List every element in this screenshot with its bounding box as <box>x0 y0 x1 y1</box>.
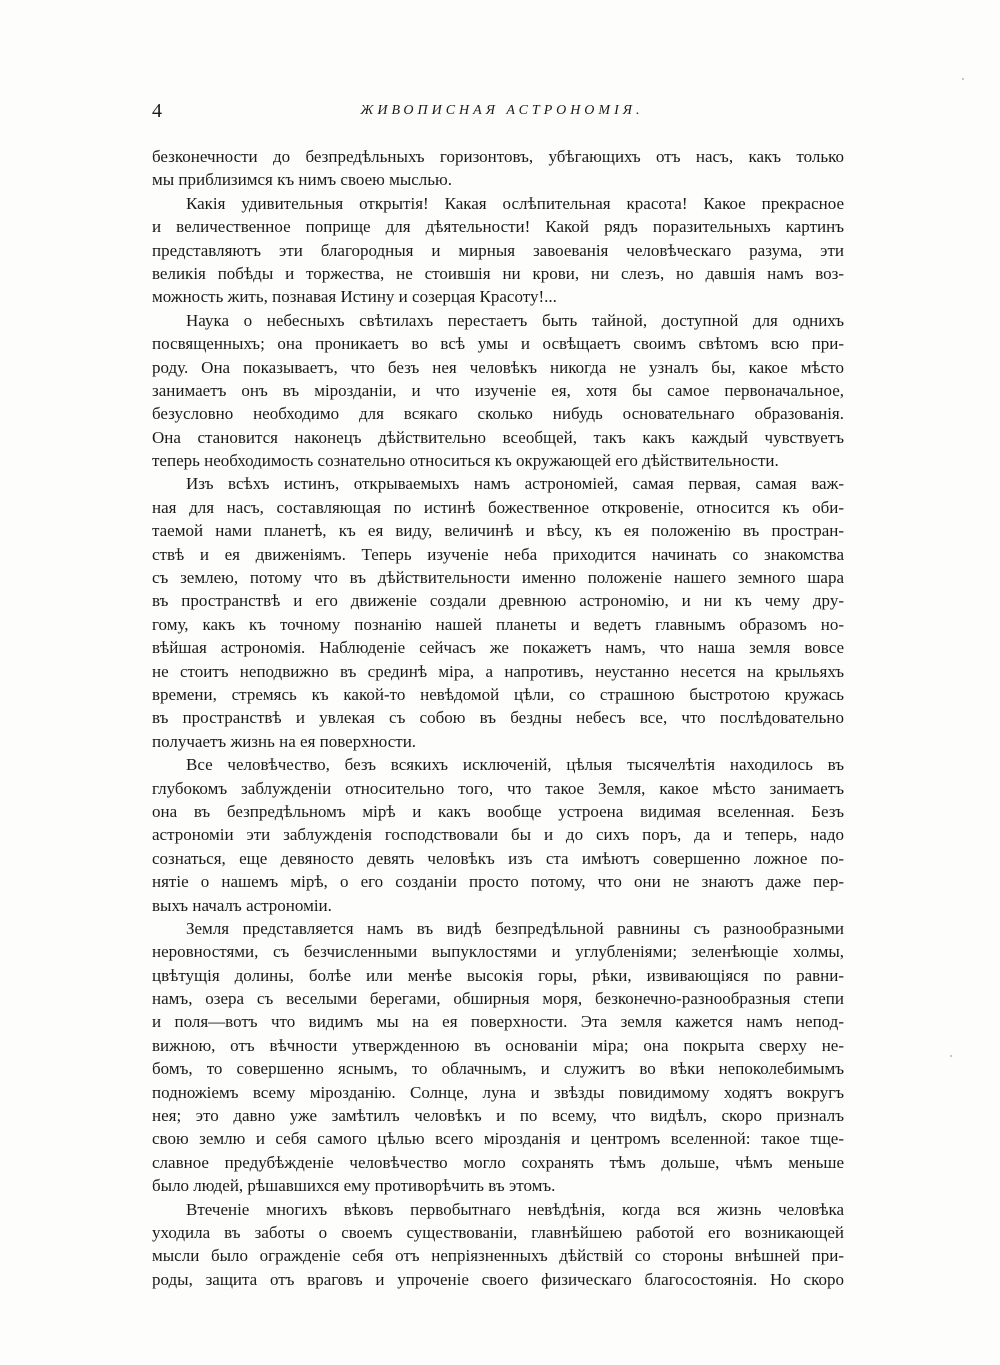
text-line: подножіемъ всему мірозданію. Солнце, луна и звѣзды повидимому ходятъ вокругъ <box>152 1082 844 1102</box>
page-header <box>152 100 852 128</box>
text-line: и величественное поприще для дѣятельности! Какой рядъ поразительныхъ картинъ <box>152 217 844 237</box>
text-line: Наука о небесныхъ свѣтилахъ перестаетъ быть тайной, доступной для однихъ <box>186 310 844 330</box>
text-line: времени, стремясь къ какой-то невѣдомой цѣли, со страшною быстротою кружась <box>152 684 844 704</box>
text-line: занимаетъ онъ въ мірозданіи, и что изученіе ея, хотя бы самое первоначальное, <box>152 380 844 400</box>
text-line: безконечности до безпредѣльныхъ горизонтовъ, убѣгающихъ отъ насъ, какъ только <box>152 147 844 166</box>
text-line: Какія удивительныя открытія! Какая ослѣпительная красота! Какое прекрасное <box>186 193 844 213</box>
paper-speck <box>962 78 964 80</box>
text-line: нея; это давно уже замѣтилъ человѣкъ и по всему, что видѣлъ, скоро призналъ <box>152 1106 844 1126</box>
text-line: нятіе о нашемъ мірѣ, о его созданіи просто потому, что они не знаютъ даже пер- <box>152 872 844 892</box>
text-line: она въ безпредѣльномъ мірѣ и какъ вообще устроена видимая вселенная. Безъ <box>152 801 844 821</box>
text-line: Все человѣчество, безъ всякихъ исключеній, цѣлыя тысячелѣтія находилось въ <box>186 755 844 775</box>
text-line: и поля—вотъ что видимъ мы на ея поверхности. Эта земля кажется намъ непод- <box>152 1012 844 1032</box>
page-number: 4 <box>152 100 162 122</box>
text-line: намъ, озера съ веселыми берегами, обширныя моря, безконечно-разнообразныя степи <box>152 989 844 1009</box>
body-text <box>152 145 844 1291</box>
text-line: ствѣ и ея движеніямъ. Теперь изученіе неба приходится начинать со знакомства <box>152 544 844 564</box>
text-line: мысли было огражденіе себя отъ непріязненныхъ дѣйствій со стороны внѣшней при- <box>152 1246 844 1266</box>
text-line: славное предубѣжденіе человѣчество могло сохранять тѣмъ дольше, чѣмъ меньше <box>152 1152 844 1172</box>
text-line: теперь необходимость сознательно относиться къ окружающей его дѣйствительности. <box>152 451 779 471</box>
text-line: въ пространствѣ и увлекая съ собою въ бездны небесъ все, что послѣдовательно <box>152 708 844 728</box>
text-line: не стоитъ неподвижно въ срединѣ міра, а напротивъ, неустанно несется на крыльяхъ <box>152 661 844 681</box>
paper-speck <box>950 1055 952 1057</box>
text-line: мы приблизимся къ нимъ своею мыслью. <box>152 170 452 190</box>
text-line: неровностями, съ безчисленными выпуклостями и углубленіями; зеленѣющіе холмы, <box>152 942 844 962</box>
text-line: свою землю и себя самого цѣлью всего мірозданія и центромъ вселенной: такое тще- <box>152 1129 844 1149</box>
text-line: получаетъ жизнь на ея поверхности. <box>152 731 417 751</box>
text-line: роды, защита отъ враговъ и упроченіе своего физическаго благосостоянія. Но скоро <box>152 1269 844 1289</box>
text-line: ная для насъ, составляющая по истинѣ божественное откровеніе, относится къ оби- <box>152 497 844 517</box>
text-line: роду. Она показываетъ, что безъ нея человѣкъ никогда не узналъ бы, какое мѣсто <box>152 357 844 377</box>
text-line: гому, какъ къ точному познанію нашей планеты и ведетъ главнымъ образомъ но- <box>152 614 844 634</box>
text-line: вижною, отъ вѣчности утвержденною въ основаніи міра; она покрыта сверху не- <box>152 1035 844 1055</box>
text-line: можность жить, познавая Истину и созерцая Красоту!... <box>152 287 557 307</box>
text-line: было людей, рѣшавшихся ему противорѣчить въ этомъ. <box>152 1176 556 1196</box>
text-line: Втеченіе многихъ вѣковъ первобытнаго невѣдѣнія, когда вся жизнь человѣка <box>186 1199 844 1219</box>
text-line: таемой нами планетѣ, къ ея виду, величинѣ и вѣсу, къ ея положенію въ простран- <box>152 521 844 541</box>
text-line: астрономіи эти заблужденія господствовали бы и до сихъ поръ, да и теперь, надо <box>152 825 844 845</box>
text-line: съ землею, потому что въ дѣйствительности именно положеніе нашего земного шара <box>152 568 844 588</box>
text-line: уходила въ заботы о своемъ существованіи, главнѣйшею работой его возникающей <box>152 1222 844 1242</box>
text-line: Земля представляется намъ въ видѣ безпредѣльной равнины съ разнообразными <box>186 918 844 938</box>
text-line: цвѣтущія долины, болѣе или менѣе высокія горы, рѣки, извивающіяся по равни- <box>152 965 844 985</box>
text-line: вѣйшая астрономія. Наблюденіе сейчасъ же покажетъ намъ, что наша земля вовсе <box>152 638 844 658</box>
text-line: представляютъ эти благородныя и мирныя завоеванія человѣческаго разума, эти <box>152 240 844 260</box>
text-line: безусловно необходимо для всякаго сколько нибудь основательнаго образованія. <box>152 404 844 424</box>
text-line: посвященныхъ; она проникаетъ во всѣ умы и освѣщаетъ своимъ свѣтомъ всю при- <box>152 334 844 354</box>
text-line: великія побѣды и торжества, не стоившія ни крови, ни слезъ, но давшія намъ воз- <box>152 263 844 283</box>
text-line: выхъ началъ астрономіи. <box>152 895 332 915</box>
text-line: бомъ, то совершенно яснымъ, то облачнымъ, и служитъ во вѣки непоколебимымъ <box>152 1059 844 1079</box>
text-line: сознаться, еще девяносто девять человѣкъ изъ ста имѣютъ совершенно ложное по- <box>152 848 844 868</box>
text-line: въ пространствѣ и его движеніе создали древнюю астрономію, и ни къ чему дру- <box>152 591 844 611</box>
text-line: глубокомъ заблужденіи относительно того, что такое Земля, какое мѣсто занимаетъ <box>152 778 844 798</box>
text-line: Она становится наконецъ дѣйствительно всеобщей, такъ какъ каждый чувствуетъ <box>152 427 844 447</box>
text-line: Изъ всѣхъ истинъ, открываемыхъ намъ астрономіей, самая первая, самая важ- <box>186 474 844 494</box>
running-title: ЖИВОПИСНАЯ АСТРОНОМІЯ. <box>360 103 644 118</box>
